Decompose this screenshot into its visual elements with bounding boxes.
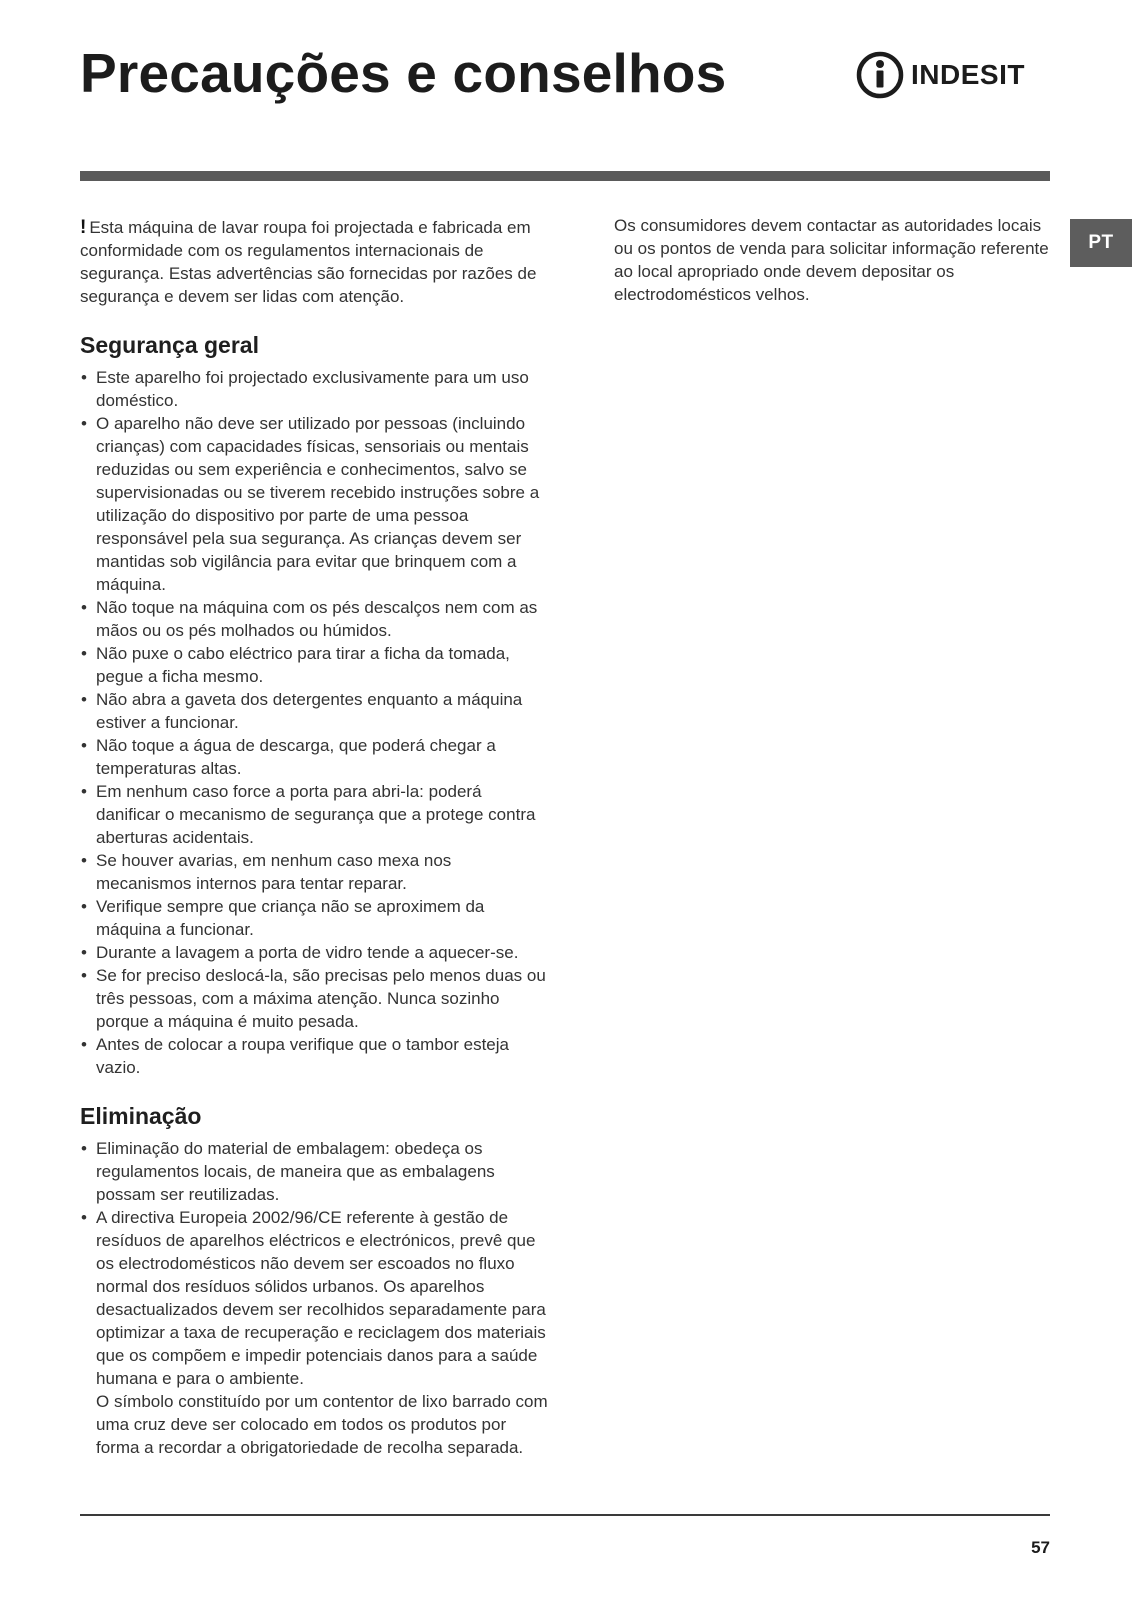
list-item-continuation xyxy=(80,1390,550,1459)
list-item: • Este aparelho foi projectado exclusivamente para um uso doméstico. xyxy=(80,366,550,412)
intro-text: Esta máquina de lavar roupa foi projectada e fabricada em conformidade com os regulamentos internacionais de segurança. Estas advertências são fornecidas por razões de segurança e devem ser lidas com atenção. xyxy=(80,218,537,306)
list-item: • A directiva Europeia 2002/96/CE referente à gestão de resíduos de aparelhos eléctricos e electrónicos, prevê que os electrodomésticos não devem ser escoados no fluxo normal dos resíduos sólidos urbanos. Os aparelhos desactualizados devem ser recolhidos separadamente para optimizar a taxa de recuperação e reciclagem dos materiais que os compõem e impedir potenciais danos para a saúde humana e para o ambiente. xyxy=(80,1206,550,1390)
list-item: • Verifique sempre que criança não se aproximem da máquina a funcionar. xyxy=(80,895,550,941)
list-item: • Se houver avarias, em nenhum caso mexa nos mecanismos internos para tentar reparar. xyxy=(80,849,550,895)
list-item: • Não puxe o cabo eléctrico para tirar a ficha da tomada, pegue a ficha mesmo. xyxy=(80,642,550,688)
intro-paragraph xyxy=(80,216,550,308)
section-heading-general-safety: Segurança geral xyxy=(80,332,259,358)
disposal-list xyxy=(80,1137,550,1459)
list-item: • Antes de colocar a roupa verifique que o tambor esteja vazio. xyxy=(80,1033,550,1079)
list-item: • Não toque a água de descarga, que poderá chegar a temperaturas altas. xyxy=(80,734,550,780)
right-column xyxy=(614,214,1054,306)
list-item: • Não abra a gaveta dos detergentes enquanto a máquina estiver a funcionar. xyxy=(80,688,550,734)
page-number: 57 xyxy=(1031,1538,1050,1557)
list-item: • Em nenhum caso force a porta para abri-la: poderá danificar o mecanismo de segurança que a protege contra aberturas acidentais. xyxy=(80,780,550,849)
brand-logo xyxy=(855,50,1025,100)
left-column xyxy=(80,216,550,1459)
section-heading-disposal: Eliminação xyxy=(80,1103,202,1129)
right-column-paragraph: Os consumidores devem contactar as autoridades locais ou os pontos de venda para solicitar informação referente ao local apropriado onde devem depositar os electrodomésticos velhos. xyxy=(614,216,1049,304)
language-tab: PT xyxy=(1070,219,1132,267)
list-item: • Eliminação do material de embalagem: obedeça os regulamentos locais, de maneira que as embalagens possam ser reutilizadas. xyxy=(80,1137,550,1206)
continuation-text: O símbolo constituído por um contentor de lixo barrado com uma cruz deve ser colocado em todos os produtos por forma a recordar a obrigatoriedade de recolha separada. xyxy=(96,1392,548,1457)
indesit-logo-icon xyxy=(855,50,905,100)
list-item: • Se for preciso deslocá-la, são precisas pelo menos duas ou três pessoas, com a máxima atenção. Nunca sozinho porque a máquina é muito pesada. xyxy=(80,964,550,1033)
top-divider xyxy=(80,171,1050,181)
page-title: Precauções e conselhos xyxy=(80,42,727,104)
general-safety-list xyxy=(80,366,550,1079)
list-item: • Não toque na máquina com os pés descalços nem com as mãos ou os pés molhados ou húmidos. xyxy=(80,596,550,642)
warning-mark: ! xyxy=(80,217,87,238)
list-item: • O aparelho não deve ser utilizado por pessoas (incluindo crianças) com capacidades físicas, sensoriais ou mentais reduzidas ou sem experiência e conhecimentos, salvo se supervisionadas ou se tiverem recebido instruções sobre a utilização do dispositivo por parte de uma pessoa responsável pela sua segurança. As crianças devem ser mantidas sob vigilância para evitar que brinquem com a máquina. xyxy=(80,412,550,596)
list-item: • Durante a lavagem a porta de vidro tende a aquecer-se. xyxy=(80,941,550,964)
brand-name: INDESIT xyxy=(911,59,1025,90)
bottom-divider xyxy=(80,1514,1050,1516)
